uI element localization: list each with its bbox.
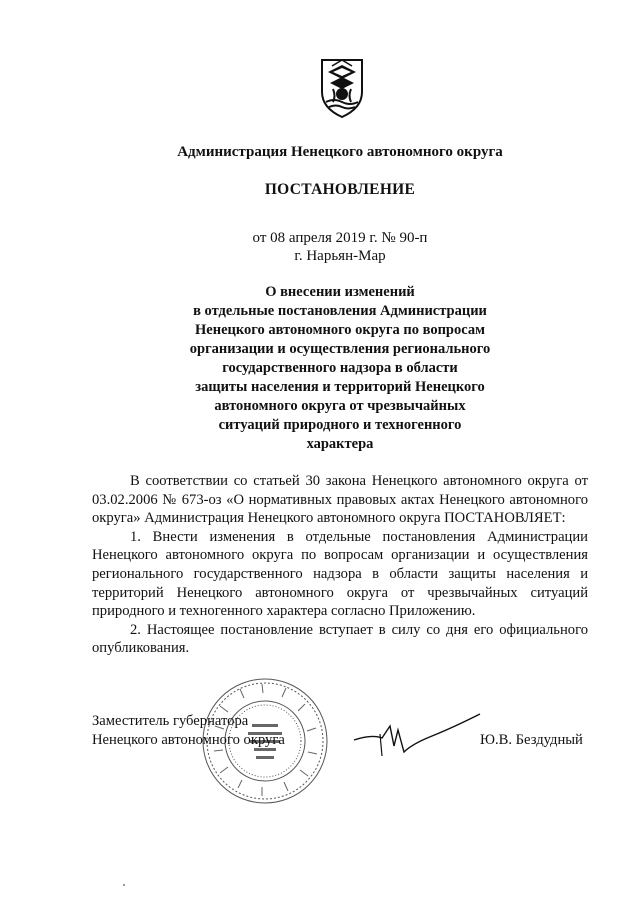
signatory-role (92, 712, 285, 750)
item-1-paragraph: 1. Внести изменения в отдельные постановления Администрации Ненецкого автономного округа по вопросам организации и осуществления регионального государственного надзора в области защиты населения и территорий Ненецкого автономного округа от чрезвычайных ситуаций природного и техногенного характера согласно Приложению. (92, 528, 588, 620)
document-type: ПОСТАНОВЛЕНИЕ (264, 181, 416, 198)
item-2-paragraph: 2. Настоящее постановление вступает в силу со дня его официального опубликования. (92, 621, 588, 657)
document-subject (150, 283, 530, 454)
subject-line: в отдельные постановления Администрации (193, 303, 487, 319)
subject-line: защиты населения и территорий Ненецкого (195, 379, 485, 395)
signatory-role-line: Заместитель губернатора (92, 713, 249, 729)
subject-line: организации и осуществления регионального (189, 341, 491, 357)
subject-line: Ненецкого автономного округа по вопросам (195, 322, 485, 338)
date-number: от 08 апреля 2019 г. № 90-п (252, 230, 428, 246)
city: г. Нарьян-Мар (294, 248, 386, 264)
scan-speck (123, 884, 125, 886)
subject-line: О внесении изменений (265, 284, 415, 300)
handwritten-signature-icon (352, 700, 482, 760)
subject-line: характера (306, 436, 374, 452)
subject-line: государственного надзора в области (222, 360, 458, 376)
preamble-paragraph: В соответствии со статьей 30 закона Ненецкого автономного округа от 03.02.2006 № 673-оз «О нормативных правовых актах Ненецкого автономного округа» Администрация Ненецкого автономного округа ПОСТАНОВЛЯЕТ: (92, 473, 588, 527)
signatory-name: Ю.В. Бездудный (480, 732, 583, 748)
subject-line: автономного округа от чрезвычайных (214, 398, 466, 414)
document-body (92, 472, 588, 658)
coat-of-arms-icon (318, 56, 366, 120)
organization-title: Администрация Ненецкого автономного округа (177, 144, 503, 160)
signatory-role-line: Ненецкого автономного округа (92, 732, 285, 748)
subject-line: ситуаций природного и техногенного (218, 417, 462, 433)
